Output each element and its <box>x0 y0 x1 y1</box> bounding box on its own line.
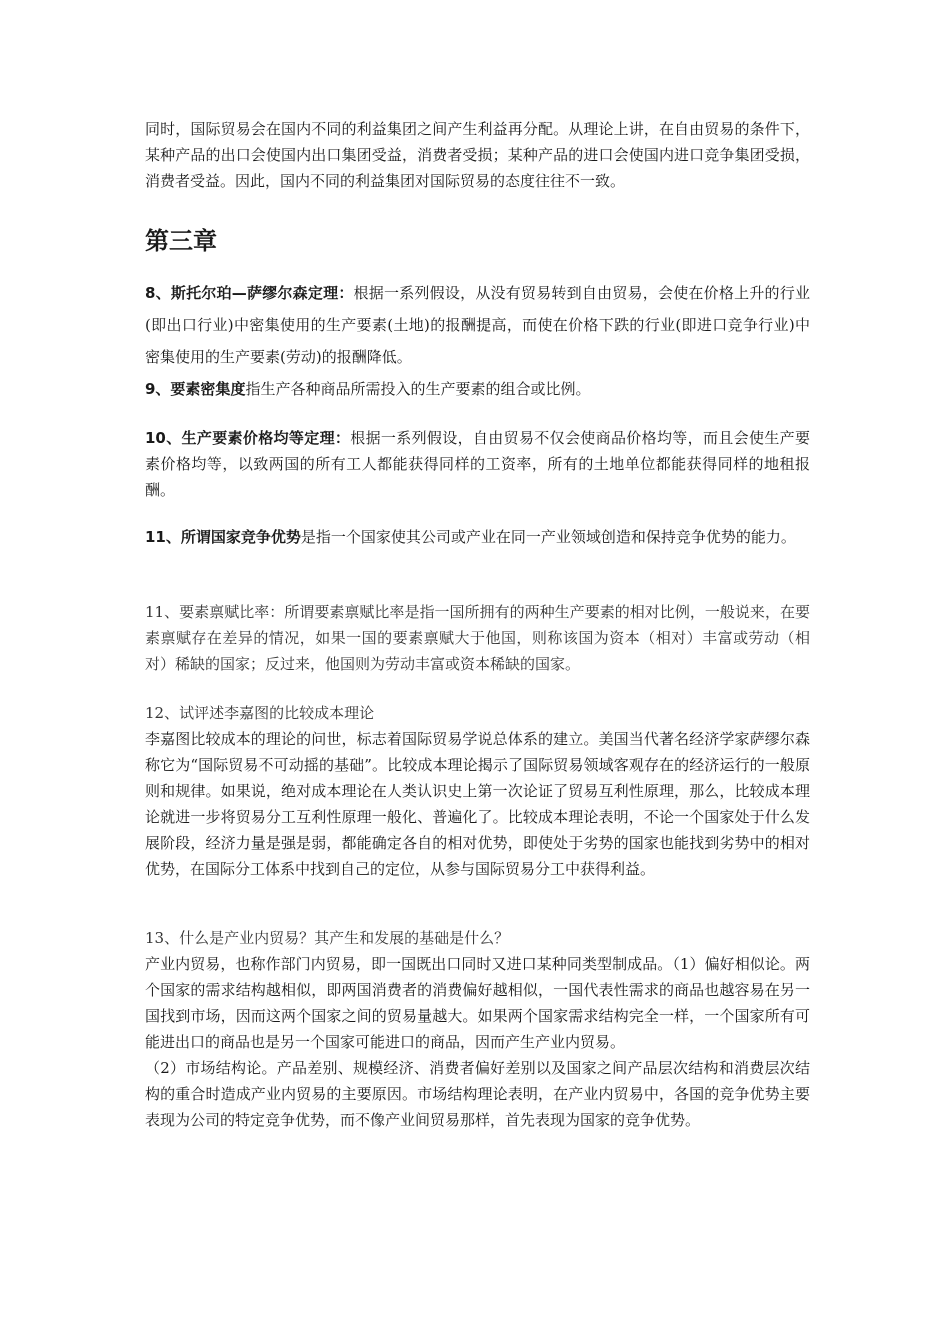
item-12-section <box>145 700 810 882</box>
intro-section <box>145 116 810 194</box>
item-9-section <box>145 376 810 402</box>
item-11b-section <box>145 599 810 677</box>
intro-paragraph: 同时，国际贸易会在国内不同的利益集团之间产生利益再分配。从理论上讲，在自由贸易的条件下，某种产品的出口会使国内出口集团受益，消费者受损；某种产品的进口会使国内进口竞争集团受损，消费者受益。因此，国内不同的利益集团对国际贸易的态度往往不一致。 <box>145 120 810 190</box>
item-8-paragraph <box>145 277 810 373</box>
item-11b-paragraph: 11、要素禀赋比率：所谓要素禀赋比率是指一国所拥有的两种生产要素的相对比例，一般说来，在要素禀赋存在差异的情况，如果一国的要素禀赋大于他国，则称该国为资本（相对）丰富或劳动（相对）稀缺的国家；反过来，他国则为劳动丰富或资本稀缺的国家。 <box>145 603 810 673</box>
item-12-question: 12、试评述李嘉图的比较成本理论 <box>145 704 375 722</box>
item-11a-term: 11、所谓国家竞争优势 <box>145 528 301 546</box>
chapter-title: 第三章 <box>145 227 217 255</box>
item-11a-section <box>145 524 810 550</box>
item-10-section <box>145 425 810 503</box>
item-13-answer-part-2: （2）市场结构论。产品差别、规模经济、消费者偏好差别以及国家之间产品层次结构和消费层次结构的重合时造成产业内贸易的主要原因。市场结构理论表明，在产业内贸易中，各国的竞争优势主要表现为公司的特定竞争优势，而不像产业间贸易那样，首先表现为国家的竞争优势。 <box>145 1059 810 1129</box>
chapter-heading-section <box>145 224 810 258</box>
item-11a-paragraph <box>145 524 810 550</box>
item-13-question: 13、什么是产业内贸易？其产生和发展的基础是什么？ <box>145 929 510 947</box>
item-12-answer: 李嘉图比较成本的理论的问世，标志着国际贸易学说总体系的建立。美国当代著名经济学家萨缪尔森称它为“国际贸易不可动摇的基础”。比较成本理论揭示了国际贸易领域客观存在的经济运行的一般原则和规律。如果说，绝对成本理论在人类认识史上第一次论证了贸易互利性原理，那么，比较成本理论就进一步将贸易分工互利性原理一般化、普遍化了。比较成本理论表明，不论一个国家处于什么发展阶段，经济力量是强是弱，都能确定各自的相对优势，即使处于劣势的国家也能找到劣势中的相对优势，在国际分工体系中找到自己的定位，从参与国际贸易分工中获得利益。 <box>145 730 810 878</box>
item-10-definition: 根据一系列假设，自由贸易不仅会使商品价格均等，而且会使生产要素价格均等，以致两国的所有工人都能获得同样的工资率，所有的土地单位都能获得同样的地租报酬。 <box>145 429 810 499</box>
item-11a-definition: 是指一个国家使其公司或产业在同一产业领域创造和保持竞争优势的能力。 <box>300 528 796 546</box>
item-10-paragraph <box>145 425 810 503</box>
item-9-term: 9、要素密集度 <box>145 380 246 398</box>
item-8-section <box>145 277 810 373</box>
item-9-paragraph <box>145 376 810 402</box>
item-8-term: 8、斯托尔珀—萨缪尔森定理： <box>145 284 354 302</box>
item-13-answer-part-1: 产业内贸易，也称作部门内贸易，即一国既出口同时又进口某种同类型制成品。（1）偏好相似论。两个国家的需求结构越相似，即两国消费者的消费偏好越相似，一国代表性需求的商品也越容易在另一国找到市场，因而这两个国家之间的贸易量越大。如果两个国家需求结构完全一样，一个国家所有可能进出口的商品也是另一个国家可能进口的商品，因而产生产业内贸易。 <box>145 955 810 1051</box>
item-8-definition: 根据一系列假设，从没有贸易转到自由贸易，会使在价格上升的行业(即出口行业)中密集使用的生产要素(土地)的报酬提高，而使在价格下跌的行业(即进口竞争行业)中密集使用的生产要素(劳动)的报酬降低。 <box>145 284 810 366</box>
item-13-section <box>145 925 810 1133</box>
item-10-term: 10、生产要素价格均等定理： <box>145 429 351 447</box>
item-9-definition: 指生产各种商品所需投入的生产要素的组合或比例。 <box>245 380 591 398</box>
